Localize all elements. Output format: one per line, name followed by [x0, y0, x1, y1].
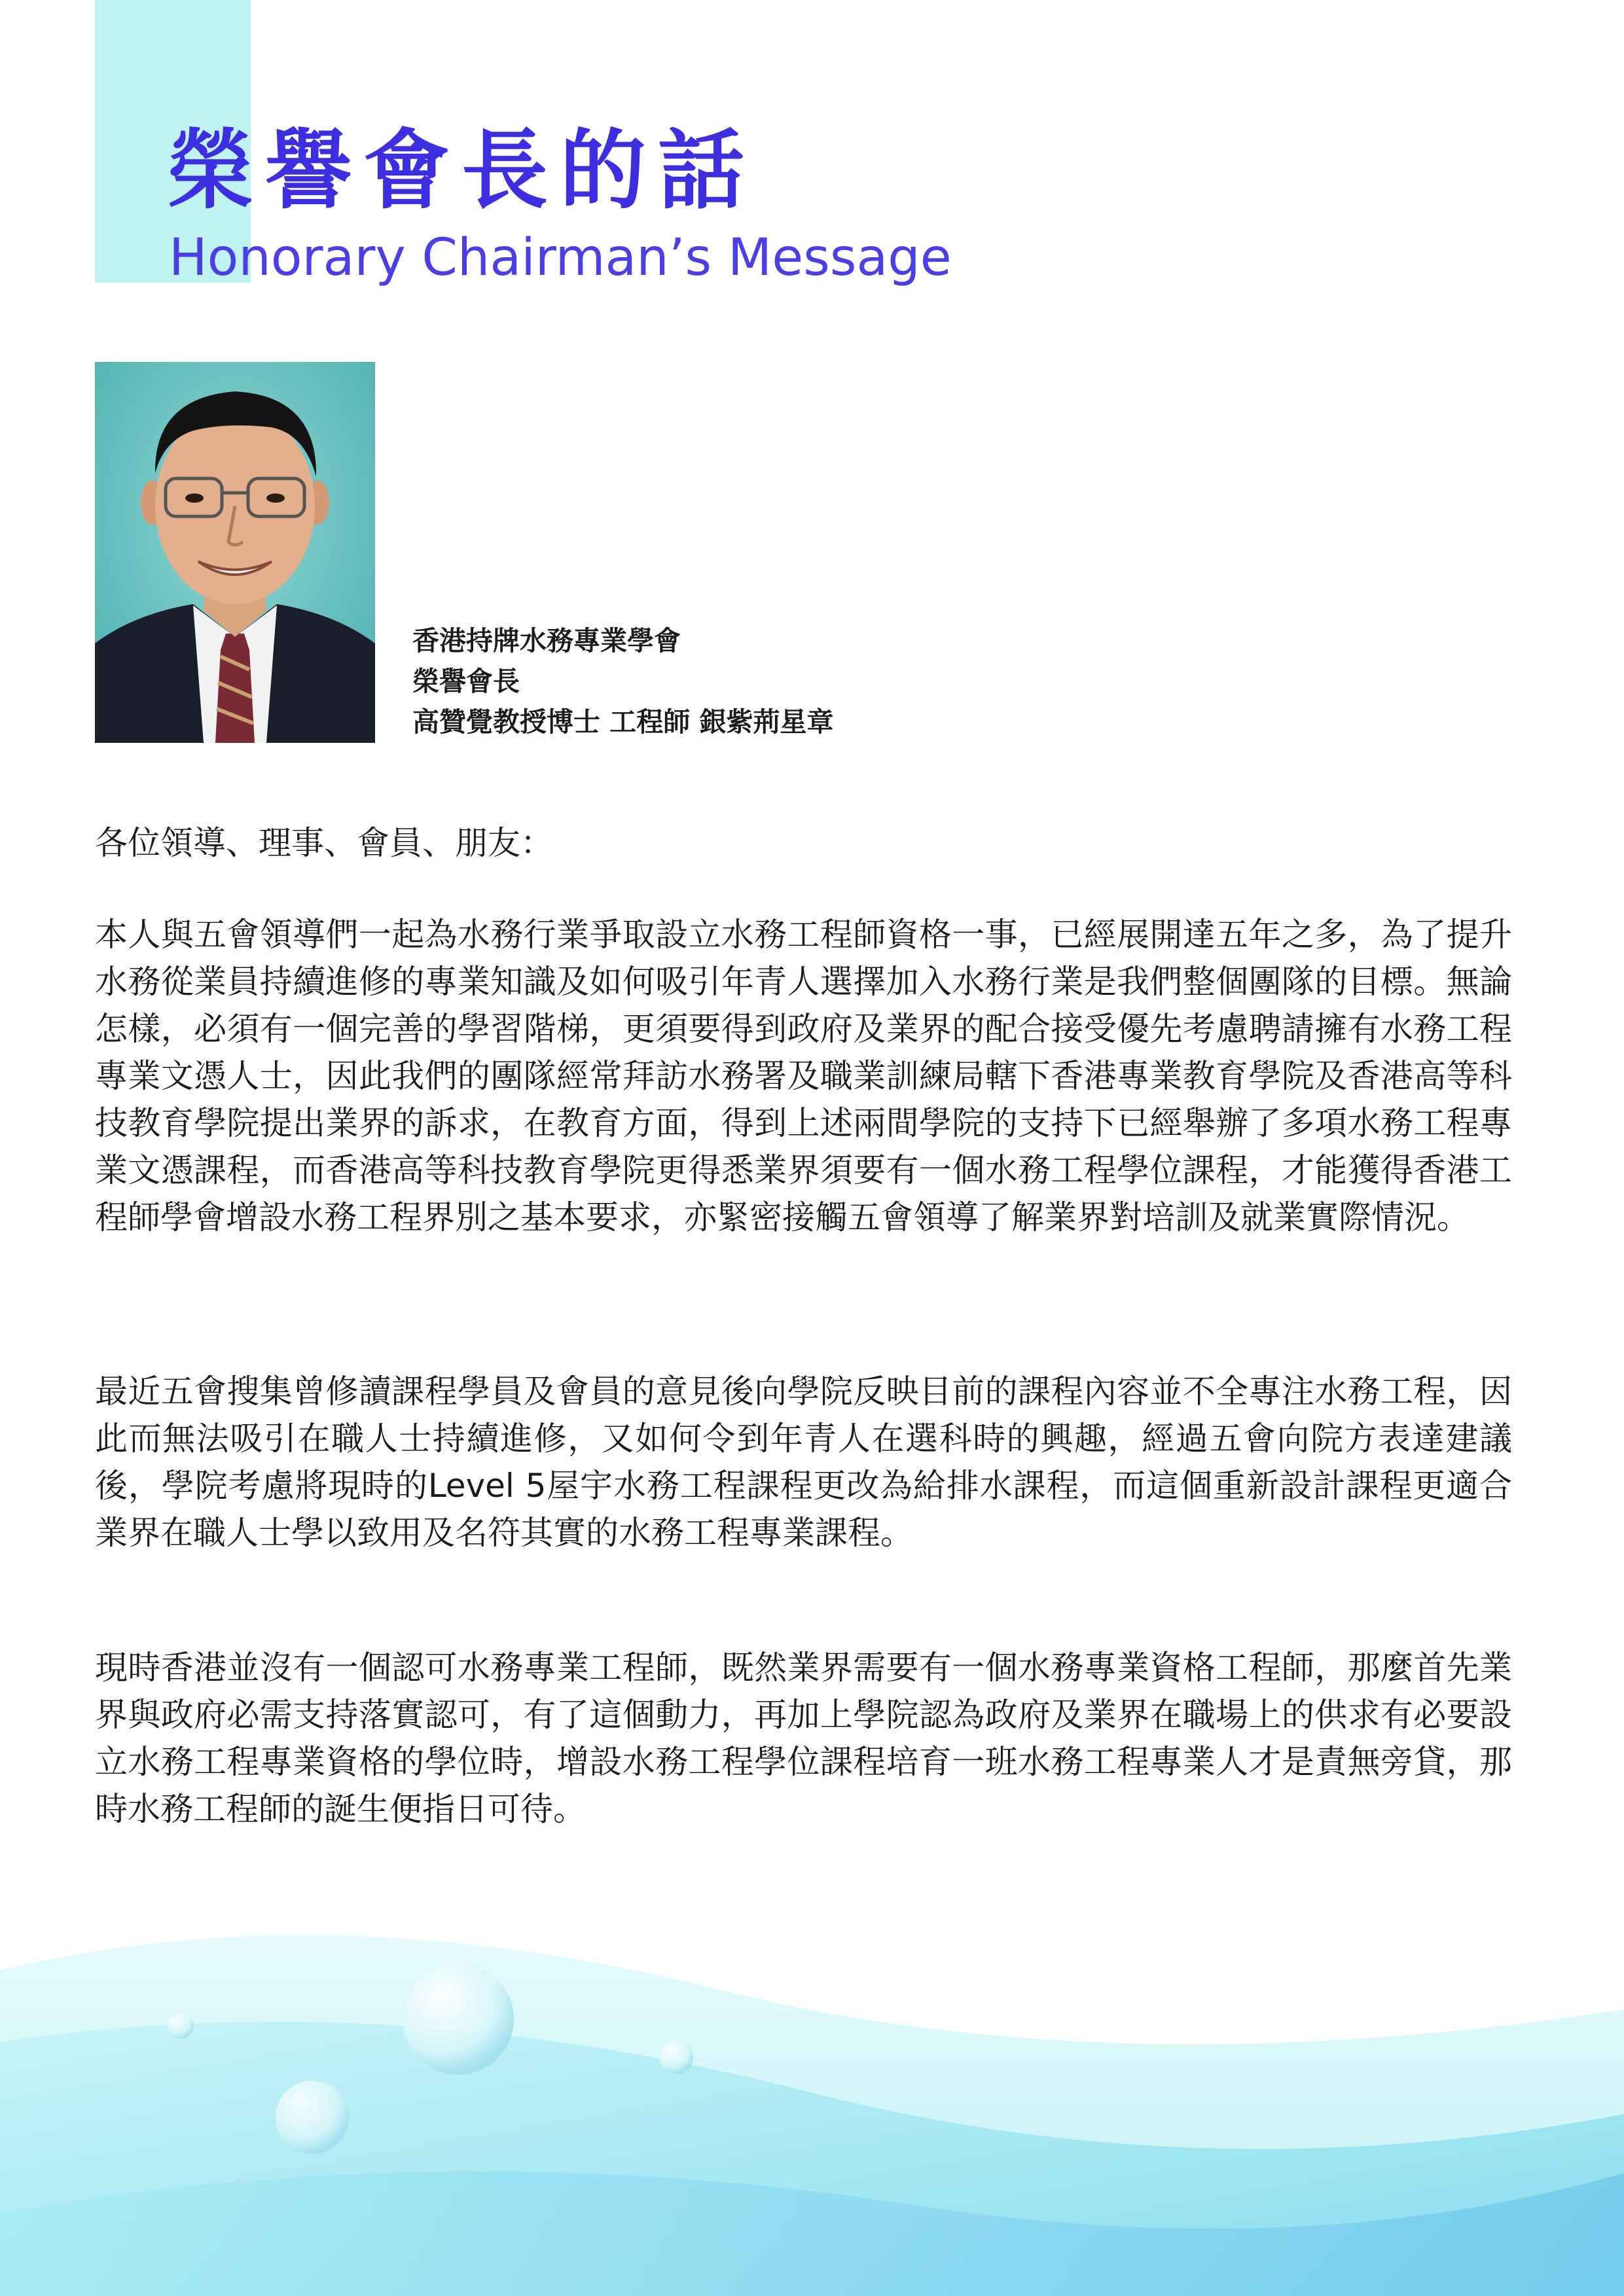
- water-wave-decoration-icon: [0, 1898, 1624, 2296]
- signature-name: 高贊覺教授博士 工程師 銀紫荊星章: [412, 706, 834, 738]
- page-title-english: Honorary Chairman’s Message: [169, 228, 952, 287]
- letter-paragraph-2: 最近五會搜集曾修讀課程學員及會員的意見後向學院反映目前的課程內容並不全專注水務工程，因此而無法吸引在職人士持續進修，又如何令到年青人在選科時的興趣，經過五會向院方表達建議後，學院考慮將現時的Level 5屋宇水務工程課程更改為給排水課程，而這個重新設計課程更適合業界在職人士學以致用及名符其實的水務工程專業課程。: [95, 1372, 1512, 1552]
- signature-block: [412, 620, 834, 742]
- letter-paragraph-1: 本人與五會領導們一起為水務行業爭取設立水務工程師資格一事，已經展開達五年之多，為了提升水務從業員持續進修的專業知識及如何吸引年青人選擇加入水務行業是我們整個團隊的目標。無論怎樣，必須有一個完善的學習階梯，更須要得到政府及業界的配合接受優先考慮聘請擁有水務工程專業文憑人士，因此我們的團隊經常拜訪水務署及職業訓練局轄下香港專業教育學院及香港高等科技教育學院提出業界的訴求，在教育方面，得到上述兩間學院的支持下已經舉辦了多項水務工程專業文憑課程，而香港高等科技教育學院更得悉業界須要有一個水務工程學位課程，才能獲得香港工程師學會增設水務工程界別之基本要求，亦緊密接觸五會領導了解業界對培訓及就業實際情況。: [95, 916, 1512, 1236]
- portrait-icon: [95, 362, 375, 743]
- letter-paragraph-3: 現時香港並沒有一個認可水務專業工程師，既然業界需要有一個水務專業資格工程師，那麼首先業界與政府必需支持落實認可，有了這個動力，再加上學院認為政府及業界在職場上的供求有必要設立水務工程專業資格的學位時，增設水務工程學位課程培育一班水務工程專業人才是責無旁貸，那時水務工程師的誕生便指日可待。: [95, 1649, 1512, 1828]
- chairman-portrait: [95, 362, 375, 743]
- letter-salutation: 各位領導、理事、會員、朋友：: [95, 824, 553, 862]
- signature-organization: 香港持牌水務專業學會: [412, 625, 681, 656]
- page-title-chinese: 榮譽會長的話: [167, 120, 756, 221]
- signature-role: 榮譽會長: [412, 666, 520, 697]
